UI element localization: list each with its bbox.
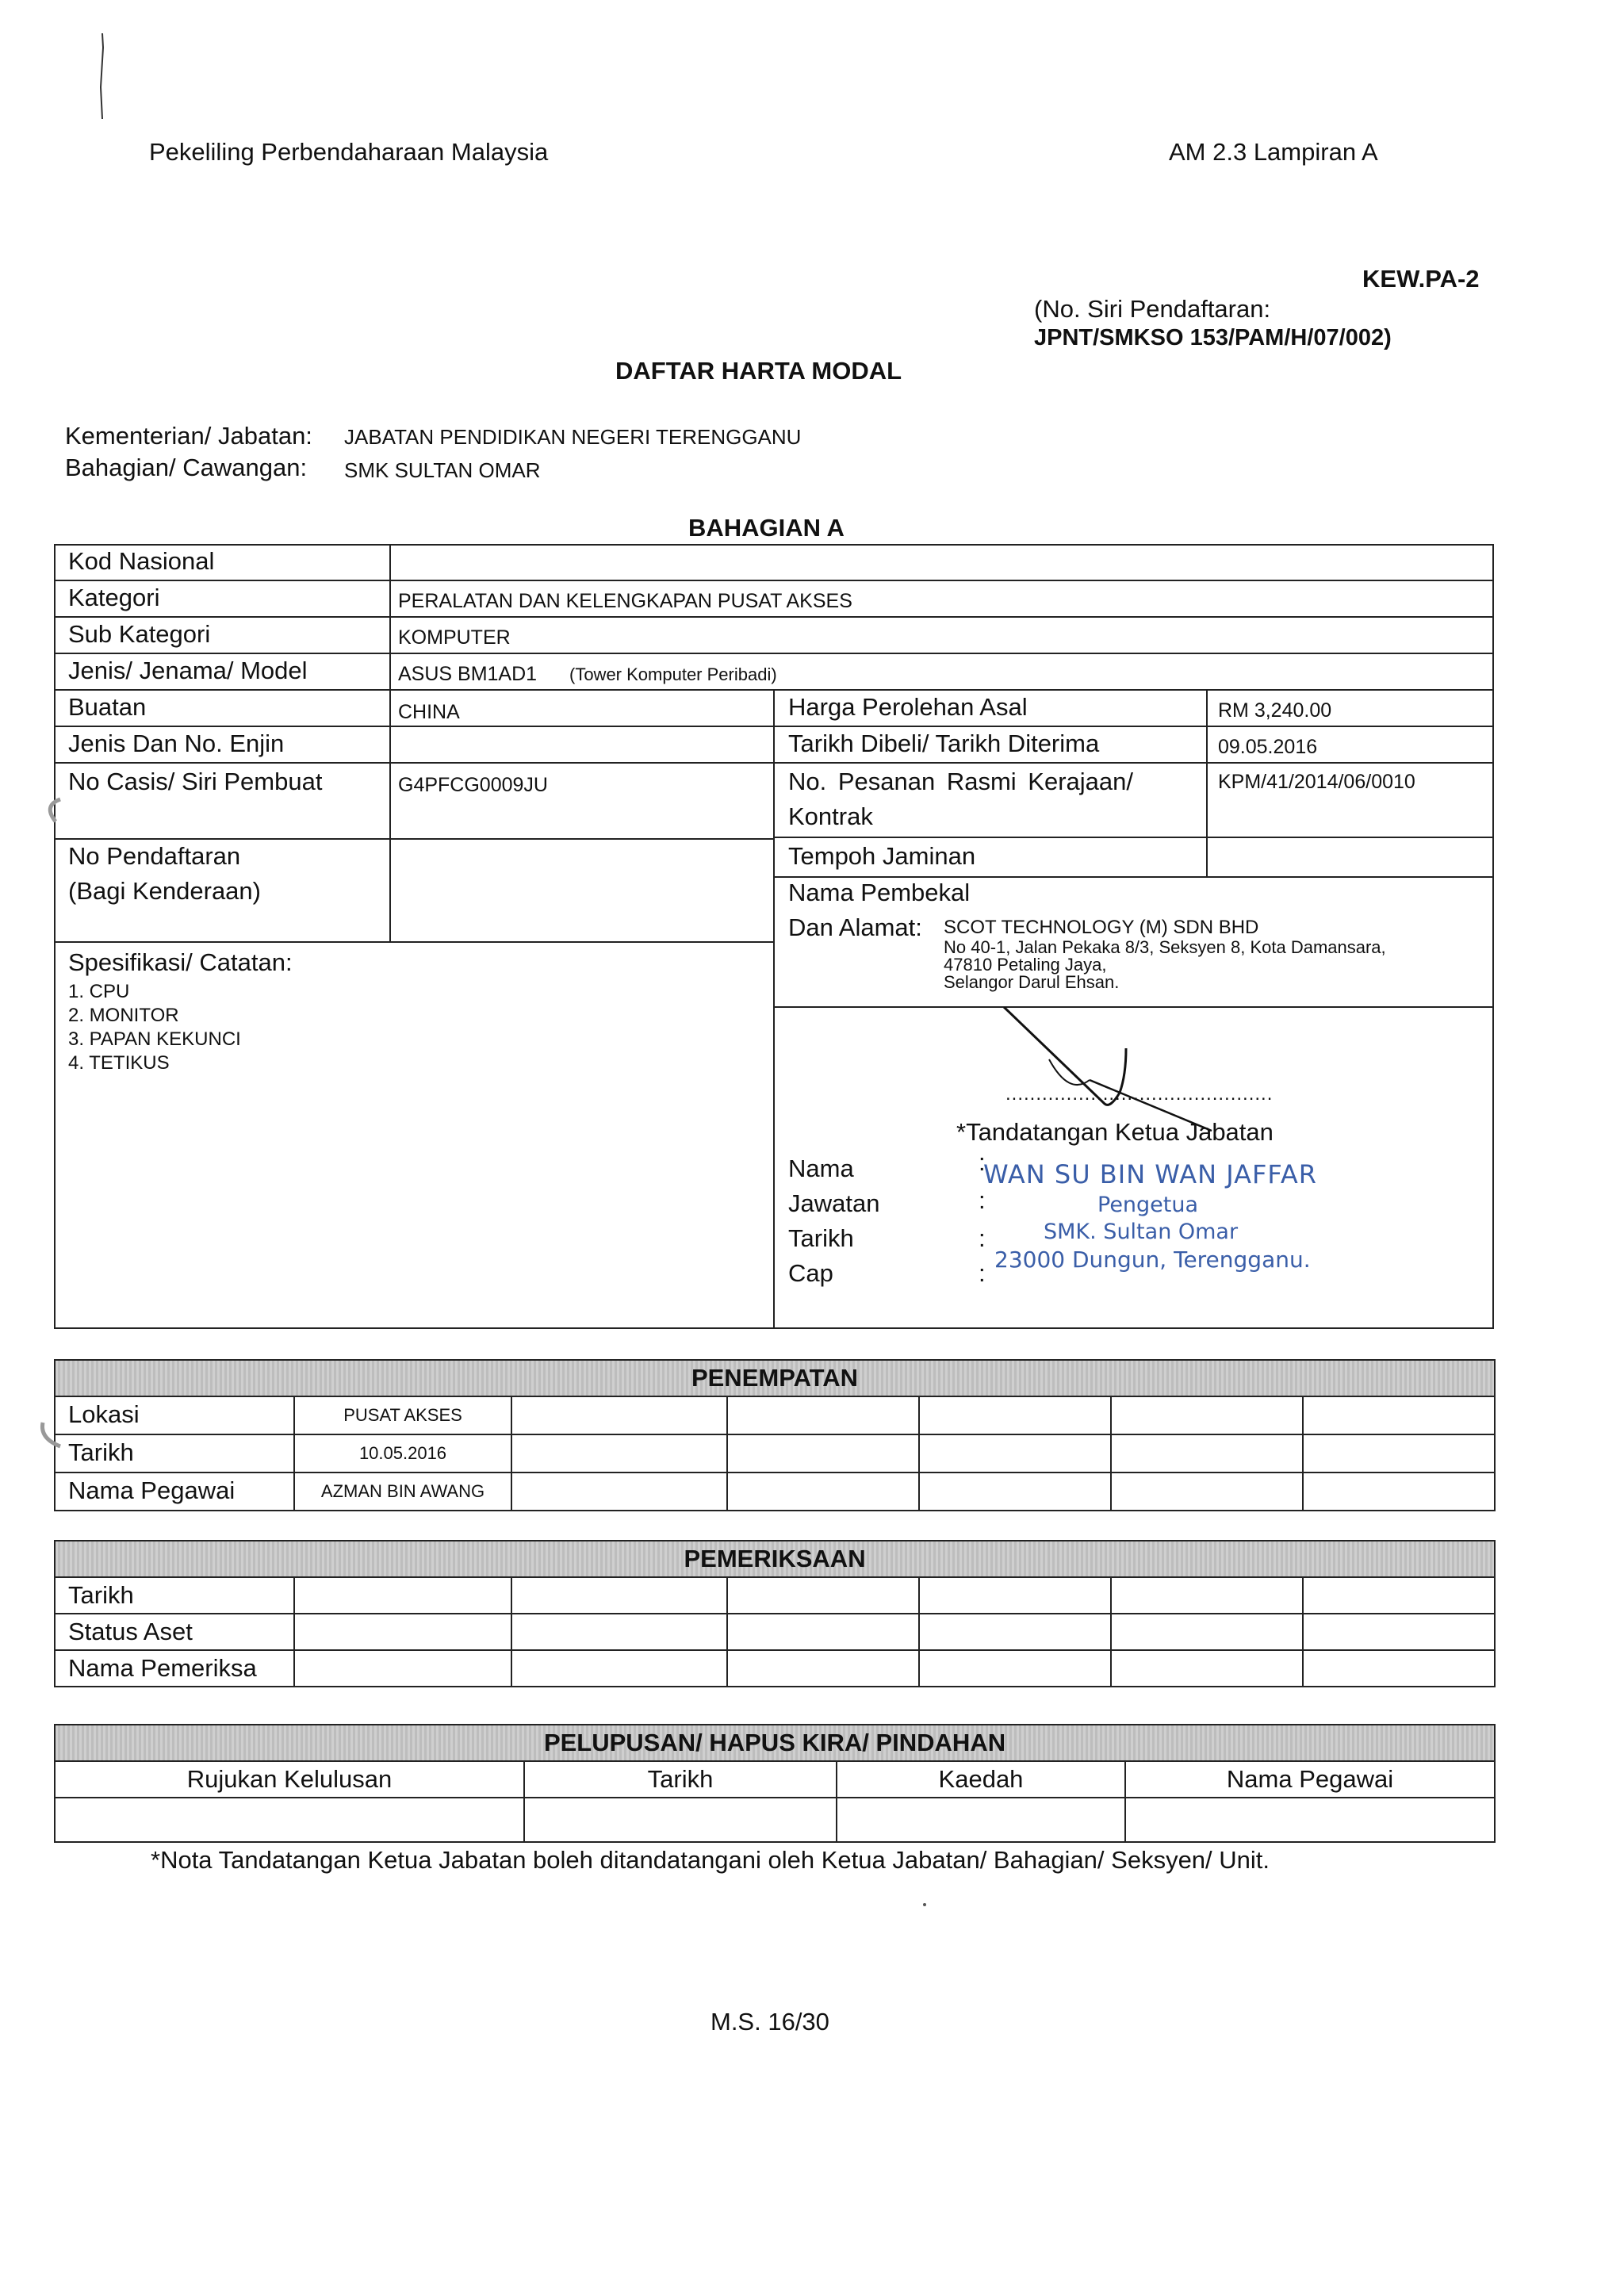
table-cell[interactable] [511, 1396, 727, 1434]
pemeriksaan-label-tarikh: Tarikh [55, 1577, 294, 1614]
table-cell[interactable] [294, 1577, 511, 1614]
table-cell[interactable] [511, 1650, 727, 1687]
table-cell[interactable] [294, 1650, 511, 1687]
harga-value[interactable]: RM 3,240.00 [1218, 699, 1332, 722]
penempatan-label-lokasi: Lokasi [55, 1396, 294, 1434]
cap-colon: : [979, 1259, 986, 1287]
bahagian-a-form [54, 544, 1494, 1329]
pendaftaran-label-2: (Bagi Kenderaan) [68, 877, 261, 905]
pembekal-addr-1: No 40-1, Jalan Pekaka 8/3, Seksyen 8, Kota Damansara, [944, 937, 1386, 957]
buatan-value[interactable]: CHINA [398, 701, 460, 723]
jenis-note: (Tower Komputer Peribadi) [569, 664, 777, 684]
nama-colon: : [979, 1148, 986, 1176]
table-row [55, 1650, 1495, 1687]
kategori-value[interactable]: PERALATAN DAN KELENGKAPAN PUSAT AKSES [398, 590, 852, 612]
jawatan-label: Jawatan [788, 1189, 880, 1217]
penempatan-table [54, 1359, 1496, 1511]
spesifikasi-item: 4. TETIKUS [68, 1052, 170, 1074]
nama-label: Nama [788, 1155, 854, 1182]
jenis-label: Jenis/ Jenama/ Model [68, 657, 308, 684]
bahagian-label: Bahagian/ Cawangan: [65, 454, 308, 481]
table-cell[interactable] [1125, 1798, 1495, 1842]
table-row [55, 1473, 1495, 1511]
sub-kategori-value[interactable]: KOMPUTER [398, 626, 511, 649]
header-right: AM 2.3 Lampiran A [1169, 138, 1378, 166]
table-cell[interactable] [919, 1434, 1111, 1473]
pemeriksaan-label-pemeriksa: Nama Pemeriksa [55, 1650, 294, 1687]
punch-hole-mark [36, 1419, 68, 1451]
pelupusan-table [54, 1724, 1496, 1843]
penempatan-value-lokasi[interactable]: PUSAT AKSES [294, 1396, 511, 1434]
penempatan-value-pegawai[interactable]: AZMAN BIN AWANG [294, 1473, 511, 1511]
pemeriksaan-table [54, 1540, 1496, 1687]
table-cell[interactable] [511, 1473, 727, 1511]
table-cell[interactable] [727, 1434, 919, 1473]
kementerian-value: JABATAN PENDIDIKAN NEGERI TERENGGANU [344, 425, 802, 449]
tarikh-dibeli-value[interactable]: 09.05.2016 [1218, 736, 1318, 758]
stamp-school: SMK. Sultan Omar [1044, 1220, 1239, 1244]
penempatan-value-tarikh[interactable]: 10.05.2016 [294, 1434, 511, 1473]
header-left: Pekeliling Perbendaharaan Malaysia [149, 138, 549, 166]
kategori-label: Kategori [68, 584, 160, 611]
table-cell[interactable] [511, 1577, 727, 1614]
sub-kategori-label: Sub Kategori [68, 620, 211, 648]
enjin-label: Jenis Dan No. Enjin [68, 730, 285, 757]
jenis-value[interactable]: ASUS BM1AD1 [398, 663, 538, 685]
spesifikasi-label: Spesifikasi/ Catatan: [68, 948, 293, 976]
table-row [55, 1798, 1495, 1842]
table-cell[interactable] [837, 1798, 1125, 1842]
tarikh-colon: : [979, 1224, 986, 1252]
column-header-tarikh: Tarikh [524, 1761, 837, 1798]
table-cell[interactable] [919, 1650, 1111, 1687]
table-cell[interactable] [1303, 1577, 1495, 1614]
casis-value[interactable]: G4PFCG0009JU [398, 774, 548, 796]
table-cell[interactable] [524, 1798, 837, 1842]
kementerian-label: Kementerian/ Jabatan: [65, 422, 312, 450]
tarikh-dibeli-label: Tarikh Dibeli/ Tarikh Diterima [788, 730, 1100, 757]
table-cell[interactable] [727, 1396, 919, 1434]
table-cell[interactable] [1111, 1577, 1303, 1614]
jaminan-label: Tempoh Jaminan [788, 842, 976, 870]
table-header-row [55, 1761, 1495, 1798]
signature-dots: ............................................ [1005, 1083, 1274, 1105]
table-cell[interactable] [511, 1614, 727, 1650]
penempatan-label-pegawai: Nama Pegawai [55, 1473, 294, 1511]
page-number: M.S. 16/30 [710, 2008, 829, 2035]
table-cell[interactable] [1111, 1396, 1303, 1434]
table-row [55, 1577, 1495, 1614]
table-cell[interactable] [1303, 1434, 1495, 1473]
pesanan-value[interactable]: KPM/41/2014/06/0010 [1218, 771, 1415, 793]
stamp-name: WAN SU BIN WAN JAFFAR [983, 1159, 1317, 1189]
table-cell[interactable] [919, 1473, 1111, 1511]
table-cell[interactable] [1111, 1614, 1303, 1650]
table-cell[interactable] [919, 1614, 1111, 1650]
spesifikasi-item: 3. PAPAN KEKUNCI [68, 1028, 241, 1050]
pendaftaran-label-1: No Pendaftaran [68, 842, 241, 870]
harga-label: Harga Perolehan Asal [788, 693, 1028, 721]
bahagian-value: SMK SULTAN OMAR [344, 458, 541, 482]
table-row [55, 1614, 1495, 1650]
stamp-title: Pengetua [1097, 1193, 1199, 1217]
table-cell[interactable] [919, 1396, 1111, 1434]
table-cell[interactable] [55, 1798, 524, 1842]
pembekal-addr-2: 47810 Petaling Jaya, [944, 955, 1107, 975]
table-row [55, 1434, 1495, 1473]
signature-caption: *Tandatangan Ketua Jabatan [956, 1118, 1274, 1146]
penempatan-label-tarikh: Tarikh [55, 1434, 294, 1473]
stamp-address: 23000 Dungun, Terengganu. [994, 1247, 1311, 1273]
table-cell[interactable] [511, 1434, 727, 1473]
penempatan-title: PENEMPATAN [55, 1360, 1495, 1396]
footer-note: *Nota Tandatangan Ketua Jabatan boleh ditandatangani oleh Ketua Jabatan/ Bahagian/ Seksyen/ Unit. [151, 1846, 1270, 1874]
pembekal-addr-3: Selangor Darul Ehsan. [944, 972, 1120, 992]
bahagian-a-title: BAHAGIAN A [688, 514, 845, 542]
column-header-rujukan: Rujukan Kelulusan [55, 1761, 524, 1798]
table-cell[interactable] [1303, 1614, 1495, 1650]
jawatan-colon: : [979, 1186, 986, 1214]
form-code: KEW.PA-2 [1362, 265, 1480, 293]
buatan-label: Buatan [68, 693, 147, 721]
table-cell[interactable] [727, 1650, 919, 1687]
table-cell[interactable] [727, 1614, 919, 1650]
casis-label: No Casis/ Siri Pembuat [68, 768, 323, 795]
page-title: DAFTAR HARTA MODAL [615, 357, 902, 385]
column-header-kaedah: Kaedah [837, 1761, 1125, 1798]
table-cell[interactable] [1111, 1434, 1303, 1473]
column-header-pegawai: Nama Pegawai [1125, 1761, 1495, 1798]
spesifikasi-list [68, 980, 241, 1075]
table-cell[interactable] [1303, 1650, 1495, 1687]
page-mark [97, 32, 103, 119]
cap-label: Cap [788, 1259, 833, 1287]
spesifikasi-item: 2. MONITOR [68, 1005, 179, 1026]
pesanan-label-2: Kontrak [788, 802, 873, 830]
kod-nasional-label: Kod Nasional [68, 547, 215, 575]
punch-hole-mark [32, 793, 63, 825]
table-cell[interactable] [1303, 1396, 1495, 1434]
spesifikasi-item: 1. CPU [68, 981, 130, 1002]
pesanan-label-1: No. Pesanan Rasmi Kerajaan/ [788, 768, 1134, 795]
tarikh-label: Tarikh [788, 1224, 854, 1252]
speck [923, 1903, 926, 1906]
pembekal-name: SCOT TECHNOLOGY (M) SDN BHD [944, 917, 1259, 938]
pembekal-label: Nama Pembekal [788, 879, 971, 906]
table-cell[interactable] [294, 1614, 511, 1650]
table-cell[interactable] [919, 1577, 1111, 1614]
pelupusan-title: PELUPUSAN/ HAPUS KIRA/ PINDAHAN [55, 1725, 1495, 1761]
table-cell[interactable] [1303, 1473, 1495, 1511]
pemeriksaan-label-status: Status Aset [55, 1614, 294, 1650]
table-cell[interactable] [727, 1577, 919, 1614]
pemeriksaan-title: PEMERIKSAAN [55, 1541, 1495, 1577]
siri-value: JPNT/SMKSO 153/PAM/H/07/002) [1034, 325, 1392, 350]
table-row [55, 1396, 1495, 1434]
alamat-label: Dan Alamat: [788, 913, 922, 941]
table-cell[interactable] [727, 1473, 919, 1511]
table-cell[interactable] [1111, 1650, 1303, 1687]
table-cell[interactable] [1111, 1473, 1303, 1511]
siri-label: (No. Siri Pendaftaran: [1034, 295, 1271, 323]
